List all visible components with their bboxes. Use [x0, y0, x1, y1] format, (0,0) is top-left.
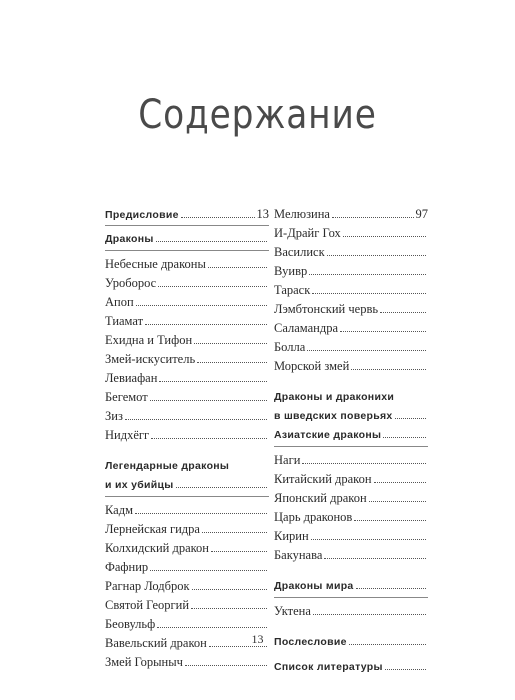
toc-label: Уктена: [274, 604, 311, 618]
divider: [274, 597, 428, 598]
toc-page-number: 13: [256, 207, 269, 221]
toc-label: Лэмбтонский червь: [274, 302, 379, 316]
leader-dots: [374, 481, 426, 483]
toc-section-dragons[interactable]: [105, 230, 269, 249]
toc-right-column: [274, 205, 428, 677]
page-number: 13: [251, 632, 264, 646]
toc-label: Кирин: [274, 529, 309, 543]
toc-label: Лернейская гидра: [105, 522, 200, 536]
toc-label: Беовульф: [105, 617, 156, 631]
spacer: [274, 376, 428, 388]
toc-entry[interactable]: [105, 369, 269, 388]
toc-label: Азиатские драконы: [274, 429, 382, 441]
toc-list-asian: [274, 451, 428, 565]
toc-label: Небесные драконы: [105, 257, 206, 271]
toc-entry[interactable]: [274, 300, 428, 319]
leader-dots: [332, 216, 414, 218]
toc-label: Рагнар Лодброк: [105, 579, 190, 593]
toc-label: Послесловие: [274, 636, 347, 648]
toc-label: Ехидна и Тифон: [105, 333, 193, 347]
toc-entry[interactable]: [105, 520, 269, 539]
toc-label: Бакунава: [274, 548, 323, 562]
toc-label: Болла: [274, 340, 306, 354]
toc-label: Мелюзина: [274, 207, 330, 221]
leader-dots: [380, 311, 426, 313]
toc-entry[interactable]: [274, 243, 428, 262]
toc-entry[interactable]: [274, 319, 428, 338]
toc-entry[interactable]: [274, 527, 428, 546]
toc-entry[interactable]: [105, 331, 269, 350]
toc-entry[interactable]: [105, 255, 269, 274]
toc-entry[interactable]: [274, 546, 428, 565]
toc-label: Морской змей: [274, 359, 350, 373]
toc-label: Список литературы: [274, 661, 383, 673]
leader-dots: [202, 531, 267, 533]
leader-dots: [135, 512, 267, 514]
toc-entry[interactable]: [274, 338, 428, 357]
toc-section-world[interactable]: [274, 577, 428, 596]
leader-dots: [309, 273, 426, 275]
leader-dots: [159, 380, 267, 382]
toc-entry[interactable]: [274, 281, 428, 300]
toc-label: Тиамат: [105, 314, 144, 328]
toc-label: Драконы и драконихи: [274, 391, 395, 403]
toc-entry[interactable]: [105, 350, 269, 369]
leader-dots: [356, 587, 426, 589]
leader-dots: [136, 304, 267, 306]
toc-label: Тараск: [274, 283, 311, 297]
leader-dots: [211, 550, 267, 552]
leader-dots: [181, 216, 255, 218]
leader-dots: [311, 538, 426, 540]
toc-label: Вавельский дракон: [105, 636, 207, 650]
toc-list-european: [274, 205, 428, 376]
leader-dots: [327, 254, 426, 256]
leader-dots: [185, 664, 267, 666]
leader-dots: [307, 349, 426, 351]
toc-label: в шведских поверьях: [274, 410, 393, 422]
toc-label: Легендарные драконы: [105, 460, 230, 472]
leader-dots: [150, 399, 267, 401]
divider: [105, 225, 269, 226]
toc-label: Японский дракон: [274, 491, 367, 505]
toc-label: и их убийцы: [105, 479, 174, 491]
leader-dots: [176, 486, 267, 488]
toc-label: Вуивр: [274, 264, 308, 278]
toc-label: Змей Горыныч: [105, 655, 183, 669]
toc-section-swedish[interactable]: [274, 388, 428, 426]
toc-entry[interactable]: [105, 501, 269, 520]
leader-dots: [192, 588, 267, 590]
toc-label: Змей-искуситель: [105, 352, 196, 366]
toc-entry[interactable]: [105, 577, 269, 596]
leader-dots: [302, 462, 426, 464]
toc-entry[interactable]: [105, 274, 269, 293]
toc-entry-preface[interactable]: [105, 205, 269, 224]
toc-label: Китайский дракон: [274, 472, 372, 486]
toc-section-bibliography[interactable]: [274, 658, 428, 677]
toc-entry[interactable]: [105, 426, 269, 445]
toc-label: Саламандра: [274, 321, 339, 335]
toc-page-number: 97: [415, 207, 428, 221]
leader-dots: [156, 240, 267, 242]
toc-section-legendary[interactable]: [105, 457, 269, 495]
leader-dots: [158, 285, 267, 287]
toc-entry[interactable]: [105, 407, 269, 426]
leader-dots: [194, 342, 267, 344]
toc-left-column: [105, 205, 269, 672]
leader-dots: [385, 668, 426, 670]
leader-dots: [354, 519, 426, 521]
toc-label: Левиафан: [105, 371, 158, 385]
toc-entry[interactable]: [274, 602, 428, 621]
leader-dots: [208, 266, 267, 268]
toc-label: Нидхёгг: [105, 428, 150, 442]
toc-label: Василиск: [274, 245, 325, 259]
divider: [105, 496, 269, 497]
toc-label: Драконы: [105, 233, 154, 245]
toc-label: Царь драконов: [274, 510, 353, 524]
leader-dots: [324, 557, 426, 559]
spacer: [105, 445, 269, 457]
toc-entry[interactable]: [105, 653, 269, 672]
toc-entry[interactable]: [274, 205, 428, 224]
toc-label: Колхидский дракон: [105, 541, 209, 555]
toc-entry[interactable]: [105, 558, 269, 577]
divider: [105, 250, 269, 251]
leader-dots: [151, 437, 267, 439]
toc-section-asian[interactable]: [274, 426, 428, 445]
toc-entry[interactable]: [274, 508, 428, 527]
toc-label: Наги: [274, 453, 301, 467]
page-title: Содержание: [138, 92, 377, 138]
toc-label: И-Драйг Гох: [274, 226, 341, 240]
toc-entry[interactable]: [105, 312, 269, 331]
toc-label: Святой Георгий: [105, 598, 190, 612]
leader-dots: [197, 361, 267, 363]
leader-dots: [313, 613, 426, 615]
leader-dots: [383, 436, 426, 438]
toc-label: Драконы мира: [274, 580, 354, 592]
leader-dots: [150, 569, 267, 571]
spacer: [274, 565, 428, 577]
toc-label: Бегемот: [105, 390, 148, 404]
toc-entry[interactable]: [274, 470, 428, 489]
toc-list-dragons: [105, 255, 269, 445]
leader-dots: [369, 500, 426, 502]
toc-label: Предисловие: [105, 209, 179, 221]
leader-dots: [340, 330, 426, 332]
leader-dots: [157, 626, 267, 628]
toc-label: Зиз: [105, 409, 123, 423]
toc-label: Фафнир: [105, 560, 149, 574]
leader-dots: [312, 292, 426, 294]
toc-list-world: [274, 602, 428, 621]
leader-dots: [343, 235, 426, 237]
leader-dots: [125, 418, 267, 420]
toc-label: Кадм: [105, 503, 133, 517]
toc-entry[interactable]: [274, 224, 428, 243]
divider: [274, 446, 428, 447]
toc-entry[interactable]: [105, 596, 269, 615]
toc-entry[interactable]: [105, 388, 269, 407]
toc-entry[interactable]: [274, 262, 428, 281]
toc-entry[interactable]: [274, 357, 428, 376]
toc-entry[interactable]: [105, 539, 269, 558]
toc-entry[interactable]: [274, 451, 428, 470]
toc-entry[interactable]: [274, 489, 428, 508]
leader-dots: [351, 368, 426, 370]
leader-dots: [395, 417, 426, 419]
leader-dots: [191, 607, 267, 609]
toc-label: Апоп: [105, 295, 134, 309]
toc-entry[interactable]: [105, 293, 269, 312]
leader-dots: [145, 323, 267, 325]
toc-label: Уроборос: [105, 276, 157, 290]
